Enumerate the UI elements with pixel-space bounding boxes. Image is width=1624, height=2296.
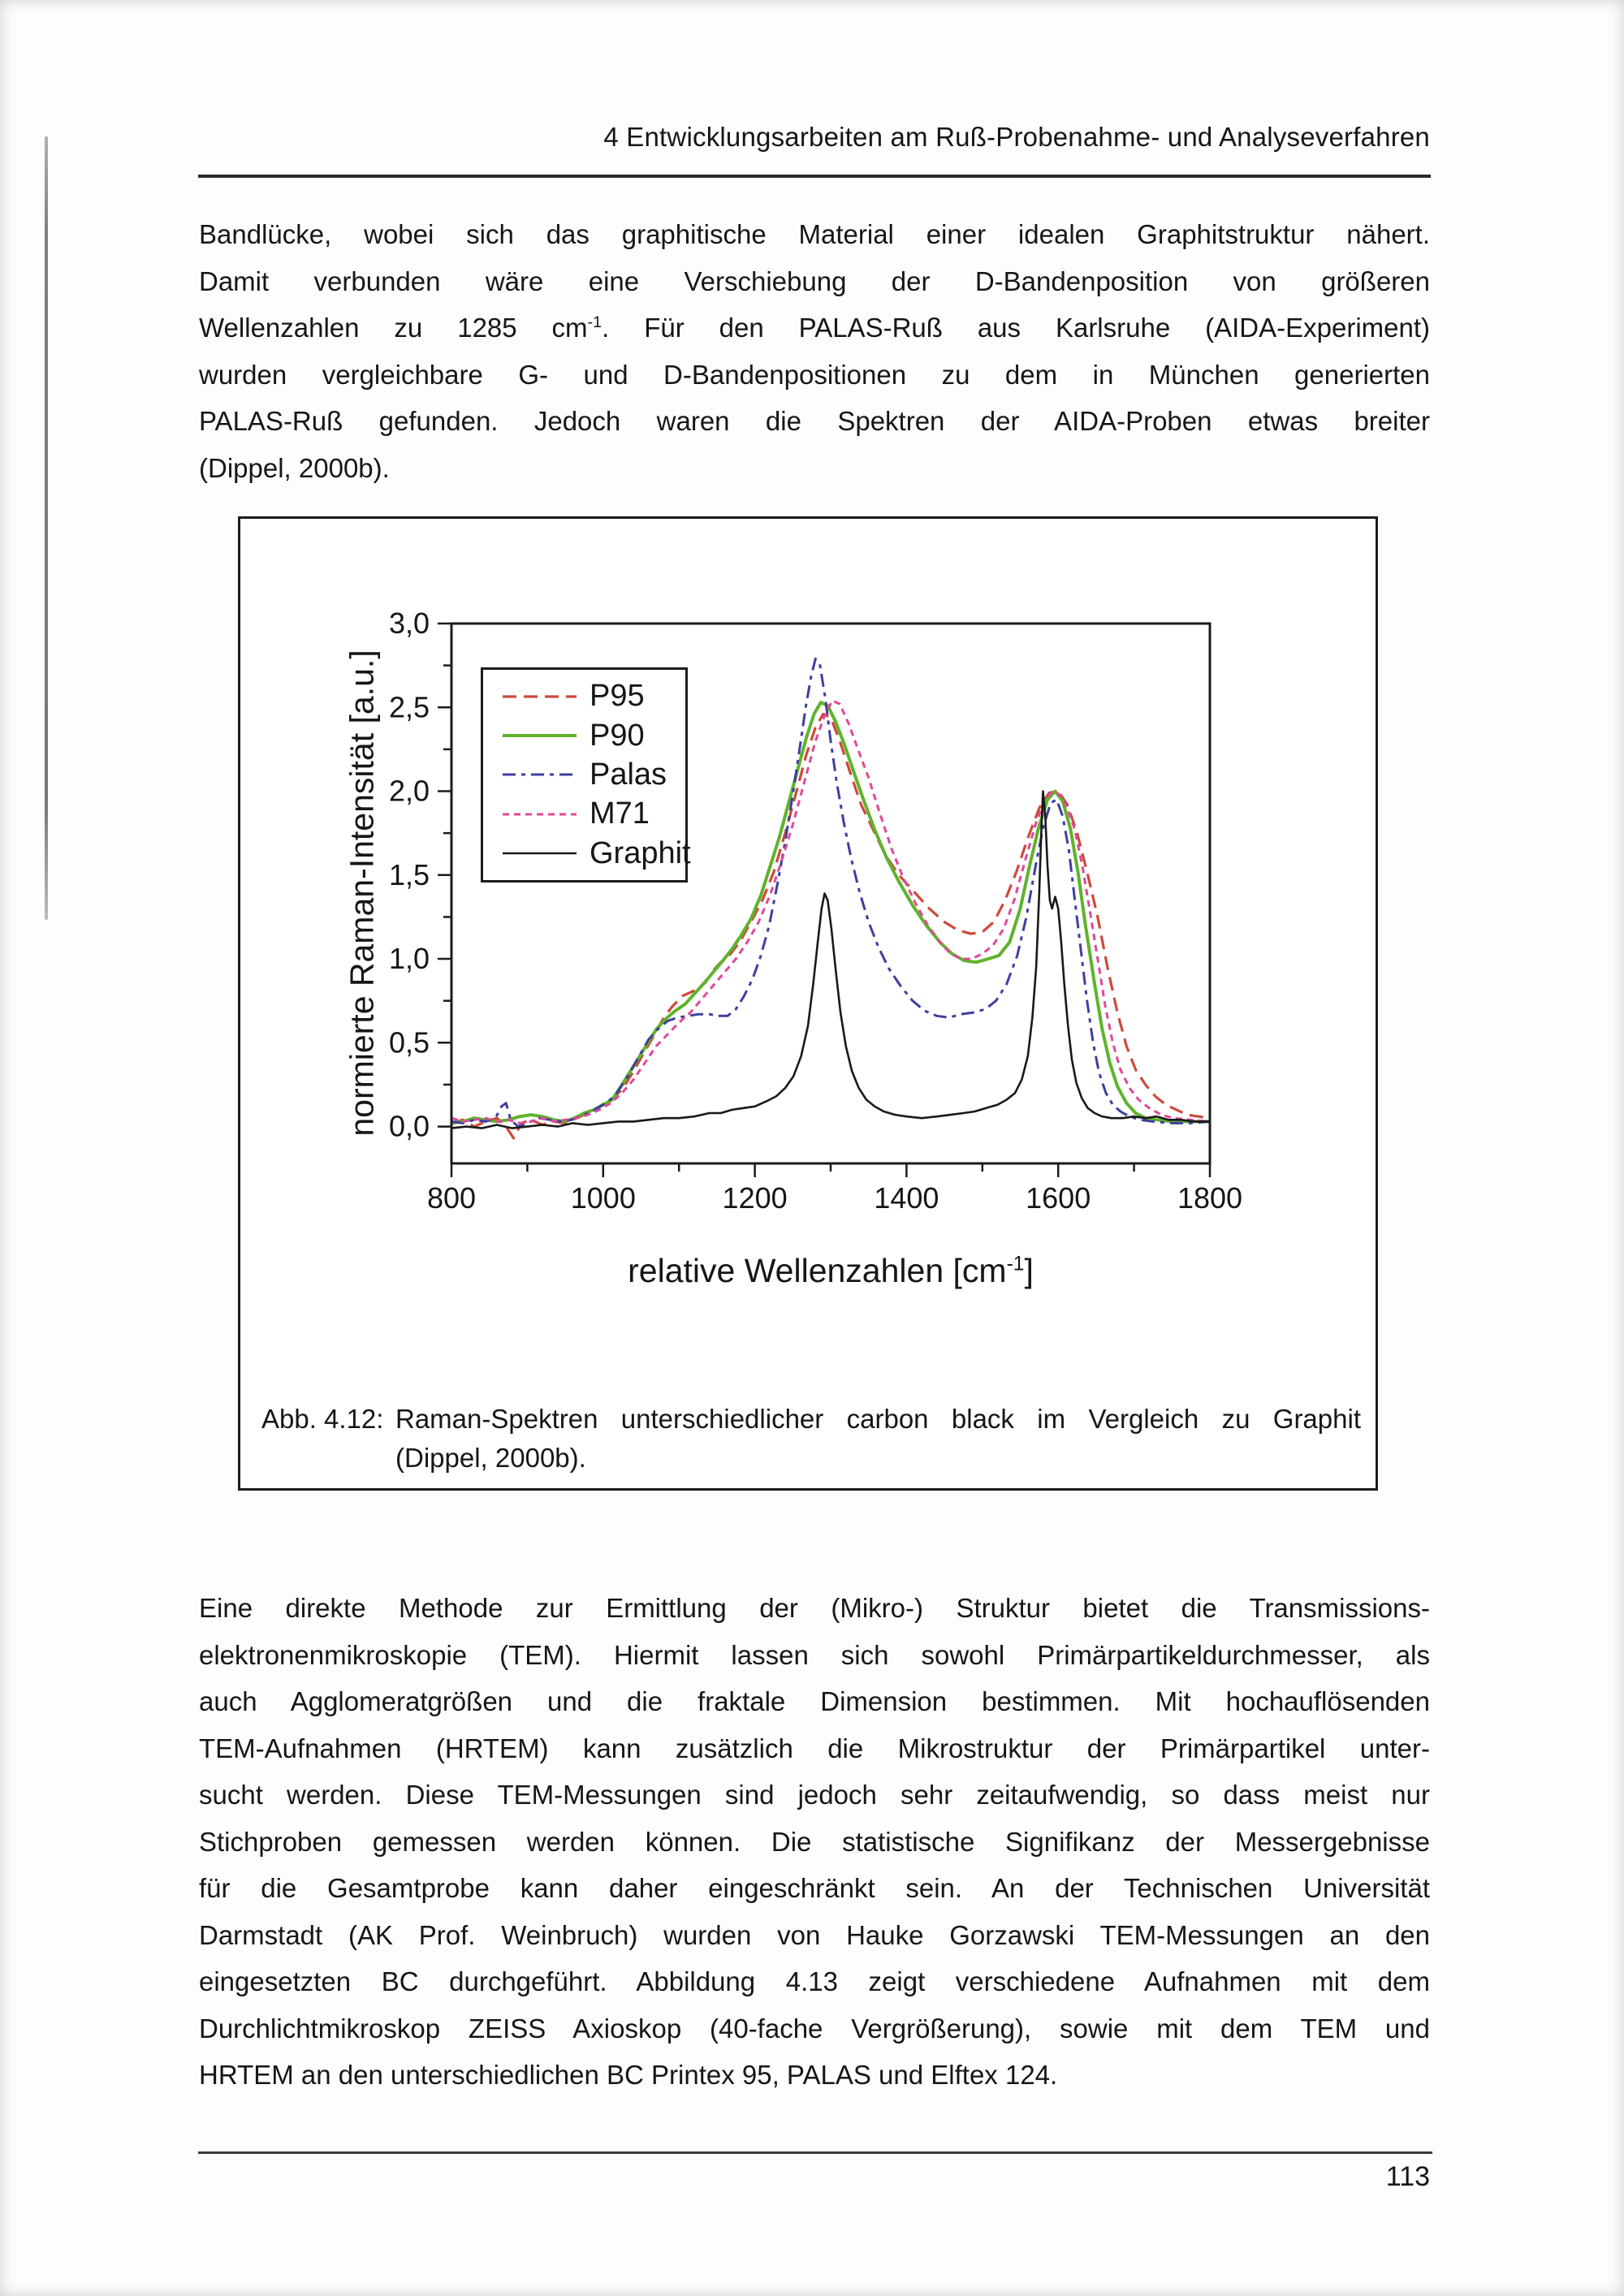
legend-line-sample — [501, 732, 578, 740]
x-axis-title-superscript: -1 — [1006, 1253, 1025, 1275]
y-tick-label: 2,5 — [388, 690, 430, 724]
body-text-line: PALAS-Ruß gefunden. Jedoch waren die Spektren der AIDA-Proben etwas breiter — [199, 406, 1430, 436]
figure-caption-line: Raman-Spektren unterschiedlicher carbon black im Vergleich zu Graphit — [395, 1404, 1361, 1434]
body-text-segment: . Für den PALAS-Ruß aus Karlsruhe (AIDA-Experiment) — [602, 313, 1430, 343]
x-tick-label: 1400 — [874, 1181, 939, 1215]
body-text-line: Darmstadt (AK Prof. Weinbruch) wurden von Hauke Gorzawski TEM-Messungen an den — [199, 1919, 1430, 1950]
legend-label: M71 — [590, 796, 650, 831]
paragraph-2 — [199, 1585, 1430, 2099]
body-text-line: wurden vergleichbare G- und D-Bandenpositionen zu dem in München generierten — [199, 359, 1430, 390]
x-tick-label: 800 — [426, 1181, 477, 1215]
chart-legend — [481, 667, 691, 883]
y-tick-label: 3,0 — [388, 606, 430, 640]
legend-label: Palas — [590, 757, 667, 792]
figure-4-12-box — [238, 516, 1378, 1491]
legend-label: P90 — [590, 718, 645, 753]
x-tick-label: 1000 — [570, 1181, 636, 1215]
legend-line-sample — [501, 693, 578, 701]
body-text-line: sucht werden. Diese TEM-Messungen sind jedoch sehr zeitaufwendig, so dass meist nur — [199, 1780, 1430, 1810]
legend-label: Graphit — [590, 835, 691, 870]
legend-line-sample — [501, 770, 578, 779]
x-tick-label: 1200 — [722, 1181, 788, 1215]
page-number: 113 — [1385, 2161, 1430, 2192]
figure-caption-line: (Dippel, 2000b). — [395, 1443, 586, 1473]
scan-artifact-left-streak — [45, 136, 48, 920]
chapter-header: 4 Entwicklungsarbeiten am Ruß-Probenahme- und Analyseverfahren — [603, 122, 1430, 152]
body-text-line: (Dippel, 2000b). — [199, 452, 390, 483]
legend-line-sample — [501, 810, 578, 818]
figure-caption-text — [395, 1400, 1361, 1478]
superscript: -1 — [587, 313, 603, 331]
legend-item-p90 — [501, 719, 685, 753]
y-tick-label: 0,0 — [388, 1109, 430, 1143]
y-tick-label: 1,0 — [388, 942, 430, 976]
x-axis-title — [628, 1252, 1034, 1290]
body-text-line: HRTEM an den unterschiedlichen BC Printex 95, PALAS und Elftex 124. — [199, 2060, 1058, 2090]
y-axis-title: normierte Raman-Intensität [a.u.] — [343, 650, 381, 1137]
y-tick-label: 0,5 — [388, 1025, 430, 1060]
y-tick-label: 1,5 — [388, 857, 430, 891]
footer-rule — [198, 2151, 1432, 2154]
paragraph-1 — [199, 211, 1430, 491]
legend-item-p95 — [501, 679, 685, 714]
legend-item-m71 — [501, 796, 685, 831]
x-tick-label: 1800 — [1177, 1181, 1243, 1215]
body-text-line: Durchlichtmikroskop ZEISS Axioskop (40-fache Vergrößerung), sowie mit dem TEM und — [199, 2013, 1430, 2044]
body-text-line-superscript — [199, 304, 1430, 352]
body-text-line: Damit verbunden wäre eine Verschiebung der D-Bandenposition von größeren — [199, 265, 1430, 296]
x-axis-title-segment: ] — [1024, 1252, 1034, 1289]
body-text-line: eingesetzten BC durchgeführt. Abbildung 4.13 zeigt verschiedene Aufnahmen mit dem — [199, 1966, 1430, 1996]
body-text-line: TEM-Aufnahmen (HRTEM) kann zusätzlich die Mikrostruktur der Primärpartikel unter- — [199, 1733, 1430, 1763]
body-text-line: Bandlücke, wobei sich das graphitische Material einer idealen Graphitstruktur nähert. — [199, 219, 1430, 249]
body-text-line: Eine direkte Methode zur Ermittlung der (Mikro-) Struktur bietet die Transmissions- — [199, 1593, 1430, 1623]
body-text-line: auch Agglomeratgrößen und die fraktale Dimension bestimmen. Mit hochauflösenden — [199, 1686, 1430, 1716]
legend-label: P95 — [590, 679, 645, 714]
legend-line-sample — [501, 849, 578, 857]
x-axis-title-segment: relative Wellenzahlen [cm — [628, 1252, 1007, 1289]
legend-item-palas — [501, 757, 685, 792]
raman-spectra-chart — [240, 519, 1376, 1488]
body-text-segment: Wellenzahlen zu 1285 cm — [199, 313, 588, 343]
figure-caption-label: Abb. 4.12: — [261, 1404, 384, 1434]
header-rule — [198, 175, 1431, 178]
y-tick-label: 2,0 — [388, 774, 430, 808]
body-text-line: für die Gesamtprobe kann daher eingeschränkt sein. An der Technischen Universität — [199, 1873, 1430, 1903]
body-text-line: elektronenmikroskopie (TEM). Hiermit lassen sich sowohl Primärpartikeldurchmesser, als — [199, 1639, 1430, 1670]
body-text-line: Stichproben gemessen werden können. Die statistische Signifikanz der Messergebnisse — [199, 1826, 1430, 1857]
legend-item-graphit — [501, 835, 691, 871]
x-tick-label: 1600 — [1026, 1181, 1091, 1215]
